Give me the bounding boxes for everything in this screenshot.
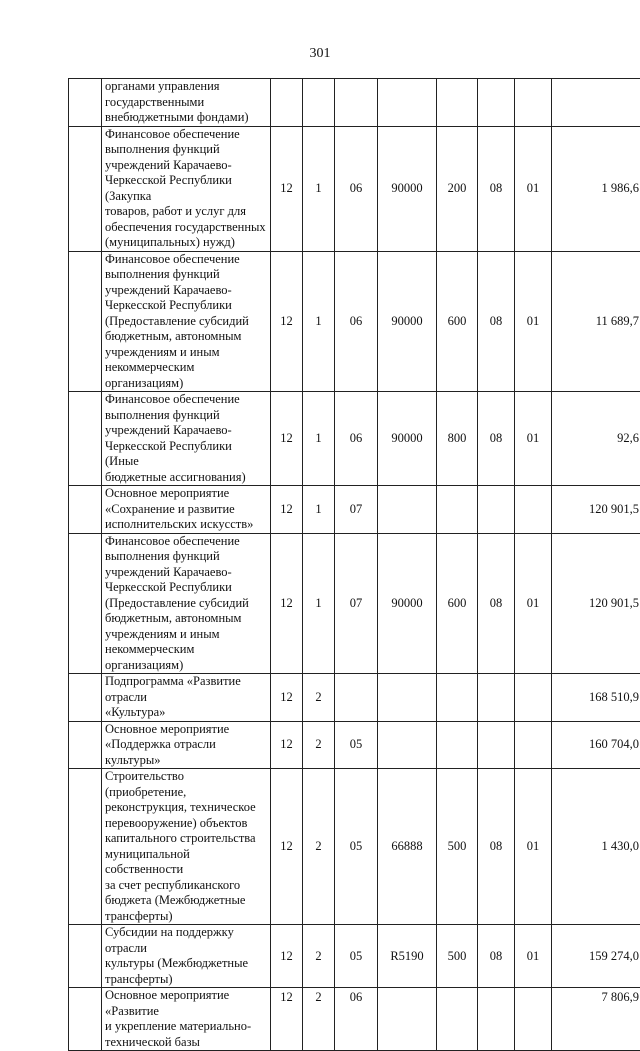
program-code-cell: 12 — [271, 126, 303, 251]
row-name-cell: Финансовое обеспечение выполнения функций учреждений Карачаево- Черкесской Республики (Закупка товаров, работ и услуг для обеспечения государственных (муниципальных) нужд) — [102, 126, 271, 251]
subsection-code-cell: 01 — [515, 251, 552, 392]
row-index-cell — [69, 721, 102, 769]
row-name-cell: Финансовое обеспечение выполнения функций учреждений Карачаево- Черкесской Республики (Иные бюджетные ассигнования) — [102, 392, 271, 486]
row-index-cell — [69, 486, 102, 534]
table-row — [69, 925, 640, 988]
subsection-code-cell — [515, 721, 552, 769]
section-code-cell: 08 — [478, 925, 515, 988]
direction-code-cell — [378, 721, 437, 769]
expense-type-cell: 500 — [437, 925, 478, 988]
subsection-code-cell — [515, 674, 552, 722]
row-index-cell — [69, 251, 102, 392]
program-code-cell: 12 — [271, 392, 303, 486]
program-code-cell — [271, 79, 303, 127]
program-code-cell: 12 — [271, 721, 303, 769]
row-name-cell: Финансовое обеспечение выполнения функций учреждений Карачаево- Черкесской Республики (Предоставление субсидий бюджетным, автономным учреждениям и иным некоммерческим организациям) — [102, 533, 271, 674]
subsection-code-cell: 01 — [515, 533, 552, 674]
table-row — [69, 674, 640, 722]
expense-type-cell: 600 — [437, 251, 478, 392]
amount-cell: 1 986,6 — [552, 126, 640, 251]
row-name-cell: Основное мероприятие «Сохранение и развитие исполнительских искусств» — [102, 486, 271, 534]
amount-cell: 120 901,5 — [552, 486, 640, 534]
row-name-cell: Подпрограмма «Развитие отрасли «Культура» — [102, 674, 271, 722]
table-row — [69, 533, 640, 674]
row-name-cell: Основное мероприятие «Поддержка отрасли культуры» — [102, 721, 271, 769]
expense-type-cell — [437, 674, 478, 722]
program-code-cell: 12 — [271, 925, 303, 988]
measure-code-cell: 06 — [335, 251, 378, 392]
subprogram-code-cell: 2 — [303, 674, 335, 722]
direction-code-cell: 90000 — [378, 392, 437, 486]
amount-cell — [552, 79, 640, 127]
direction-code-cell — [378, 674, 437, 722]
amount-cell: 120 901,5 — [552, 533, 640, 674]
program-code-cell: 12 — [271, 988, 303, 1051]
direction-code-cell — [378, 79, 437, 127]
row-name-cell: Субсидии на поддержку отрасли культуры (Межбюджетные трансферты) — [102, 925, 271, 988]
row-index-cell — [69, 79, 102, 127]
subprogram-code-cell: 2 — [303, 721, 335, 769]
program-code-cell: 12 — [271, 674, 303, 722]
amount-cell: 1 430,0 — [552, 769, 640, 925]
page-number: 301 — [0, 46, 640, 62]
measure-code-cell: 05 — [335, 925, 378, 988]
amount-cell: 160 704,0 — [552, 721, 640, 769]
section-code-cell: 08 — [478, 126, 515, 251]
table-row — [69, 769, 640, 925]
direction-code-cell — [378, 486, 437, 534]
row-index-cell — [69, 533, 102, 674]
section-code-cell: 08 — [478, 533, 515, 674]
section-code-cell — [478, 674, 515, 722]
measure-code-cell: 05 — [335, 721, 378, 769]
amount-cell: 159 274,0 — [552, 925, 640, 988]
table-row — [69, 721, 640, 769]
expense-type-cell — [437, 721, 478, 769]
subprogram-code-cell: 1 — [303, 251, 335, 392]
section-code-cell: 08 — [478, 251, 515, 392]
table-row — [69, 79, 640, 127]
direction-code-cell: 90000 — [378, 533, 437, 674]
measure-code-cell: 07 — [335, 486, 378, 534]
program-code-cell: 12 — [271, 251, 303, 392]
row-name-cell: Строительство (приобретение, реконструкция, техническое перевооружение) объектов капитального строительства муниципальной собственности за счет республиканского бюджета (Межбюджетные трансферты) — [102, 769, 271, 925]
subsection-code-cell — [515, 988, 552, 1051]
table-row — [69, 486, 640, 534]
subprogram-code-cell: 1 — [303, 126, 335, 251]
subsection-code-cell: 01 — [515, 769, 552, 925]
section-code-cell — [478, 721, 515, 769]
measure-code-cell: 06 — [335, 988, 378, 1051]
subprogram-code-cell: 2 — [303, 769, 335, 925]
row-name-cell: органами управления государственными внебюджетными фондами) — [102, 79, 271, 127]
row-index-cell — [69, 392, 102, 486]
measure-code-cell: 06 — [335, 392, 378, 486]
section-code-cell — [478, 988, 515, 1051]
amount-cell: 7 806,9 — [552, 988, 640, 1051]
table-row — [69, 251, 640, 392]
expense-type-cell: 600 — [437, 533, 478, 674]
row-name-cell: Основное мероприятие «Развитие и укрепление материально- технической базы — [102, 988, 271, 1051]
table-row — [69, 988, 640, 1051]
row-name-cell: Финансовое обеспечение выполнения функций учреждений Карачаево- Черкесской Республики (Предоставление субсидий бюджетным, автономным учреждениям и иным некоммерческим организациям) — [102, 251, 271, 392]
section-code-cell: 08 — [478, 392, 515, 486]
subprogram-code-cell: 1 — [303, 533, 335, 674]
direction-code-cell: R5190 — [378, 925, 437, 988]
subsection-code-cell — [515, 79, 552, 127]
program-code-cell: 12 — [271, 486, 303, 534]
subprogram-code-cell: 2 — [303, 988, 335, 1051]
subsection-code-cell: 01 — [515, 925, 552, 988]
direction-code-cell — [378, 988, 437, 1051]
direction-code-cell: 90000 — [378, 126, 437, 251]
row-index-cell — [69, 988, 102, 1051]
program-code-cell: 12 — [271, 533, 303, 674]
row-index-cell — [69, 126, 102, 251]
expense-type-cell: 200 — [437, 126, 478, 251]
program-code-cell: 12 — [271, 769, 303, 925]
direction-code-cell: 90000 — [378, 251, 437, 392]
measure-code-cell: 05 — [335, 769, 378, 925]
amount-cell: 11 689,7 — [552, 251, 640, 392]
row-index-cell — [69, 769, 102, 925]
expense-type-cell: 800 — [437, 392, 478, 486]
subsection-code-cell: 01 — [515, 392, 552, 486]
measure-code-cell: 07 — [335, 533, 378, 674]
budget-table — [68, 78, 640, 1051]
amount-cell: 168 510,9 — [552, 674, 640, 722]
measure-code-cell — [335, 79, 378, 127]
subsection-code-cell — [515, 486, 552, 534]
subprogram-code-cell: 2 — [303, 925, 335, 988]
row-index-cell — [69, 674, 102, 722]
expense-type-cell: 500 — [437, 769, 478, 925]
subsection-code-cell: 01 — [515, 126, 552, 251]
subprogram-code-cell: 1 — [303, 392, 335, 486]
section-code-cell — [478, 79, 515, 127]
section-code-cell: 08 — [478, 769, 515, 925]
expense-type-cell — [437, 988, 478, 1051]
subprogram-code-cell: 1 — [303, 486, 335, 534]
section-code-cell — [478, 486, 515, 534]
table-row — [69, 392, 640, 486]
measure-code-cell: 06 — [335, 126, 378, 251]
measure-code-cell — [335, 674, 378, 722]
expense-type-cell — [437, 79, 478, 127]
direction-code-cell: 66888 — [378, 769, 437, 925]
row-index-cell — [69, 925, 102, 988]
table-row — [69, 126, 640, 251]
subprogram-code-cell — [303, 79, 335, 127]
amount-cell: 92,6 — [552, 392, 640, 486]
expense-type-cell — [437, 486, 478, 534]
